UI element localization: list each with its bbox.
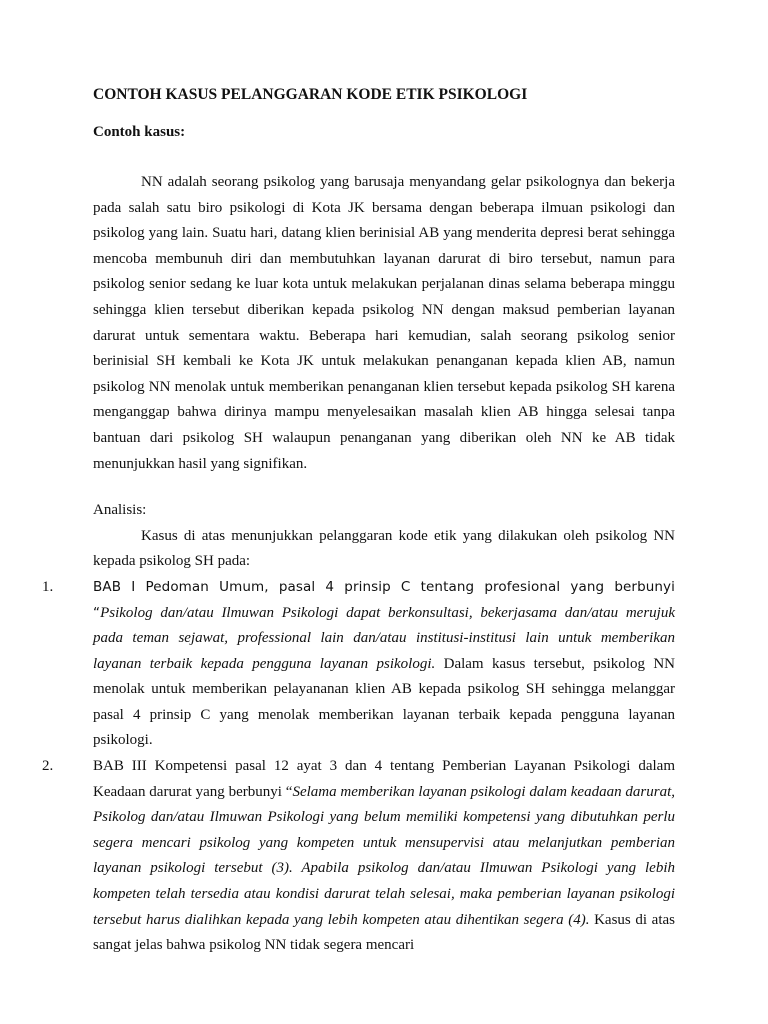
item-lead: BAB III Kompetensi pasal 12 ayat 3 dan 4 tentang Pemberian Layanan Psikologi dalam Keadaan darurat yang berbunyi “ [93, 758, 675, 800]
list-item [42, 754, 676, 959]
list-number: 2. [42, 758, 54, 775]
analysis-label: Analisis: [93, 502, 147, 519]
list-item [42, 575, 675, 754]
item-quote: Psikolog dan/atau Ilmuwan Psikologi dapat berkonsultasi, bekerjasama dan/atau merujuk pada teman sejawat, professional lain dan/atau institusi-institusi lain untuk memberikan layanan terbaik kepada pengguna layanan psikologi. [93, 604, 675, 672]
analysis-intro: Kasus di atas menunjukkan pelanggaran kode etik yang dilakukan oleh psikolog NN kepada psikolog SH pada: [93, 527, 675, 570]
item-quote: Selama memberikan layanan psikologi dalam keadaan darurat, Psikolog dan/atau Ilmuwan Psikologi yang belum memiliki kompetensi yang dibutuhkan perlu segera mencari psikolog yang kompeten untuk mensupervisi atau melanjutkan pemberian layanan psikologi tersebut (3). Apabila psikolog dan/atau Ilmuwan Psikologi yang lebih kompeten telah tersedia atau kondisi darurat telah selesai, maka pemberian layanan psikologi tersebut harus dialihkan kepada yang lebih kompeten atau dihentikan segera (4). [93, 783, 676, 928]
case-label: Contoh kasus: [93, 124, 186, 140]
case-paragraph: NN adalah seorang psikolog yang barusaja menyandang gelar psikolognya dan bekerja pada salah satu biro psikologi di Kota JK bersama dengan beberapa ilmuan psikologi dan psikolog yang lain. Suatu hari, datang klien berinisial AB yang menderita depresi berat sehingga mencoba membunuh diri dan membutuhkan layanan darurat di biro tersebut, namun para psikolog senior sedang ke luar kota untuk melakukan perjalanan dinas selama beberapa minggu sehingga klien tersebut diberikan kepada psikolog NN dengan maksud pemberian layanan darurat untuk sementara waktu. Beberapa hari kemudian, salah seorang psikolog senior berinisial SH kembali ke Kota JK untuk melakukan penanganan kepada klien AB, namun psikolog NN menolak untuk memberikan penanganan klien tersebut kepada psikolog SH karena menganggap bahwa dirinya mampu menyelesaikan masalah klien AB hingga selesai tanpa bantuan dari psikolog SH walaupun penanganan yang diberikan oleh NN ke AB tidak menunjukkan hasil yang signifikan. [93, 174, 675, 472]
list-number: 1. [42, 578, 54, 595]
violation-list [42, 575, 676, 959]
item-rest: Dalam kasus tersebut, psikolog NN menolak untuk memberikan pelayananan klien AB kepada psikolog SH sehingga melanggar pasal 4 prinsip C yang menolak memberikan layanan terbaik kepada pengguna layanan psikologi. [93, 655, 675, 749]
document-title: CONTOH KASUS PELANGGARAN KODE ETIK PSIKOLOGI [93, 86, 528, 103]
document-page [42, 84, 676, 959]
item-lead: BAB I Pedoman Umum, pasal 4 prinsip C tentang profesional yang berbunyi “ [93, 578, 675, 621]
item-rest: Kasus di atas sangat jelas bahwa psikolog NN tidak segera mencari [93, 911, 675, 954]
